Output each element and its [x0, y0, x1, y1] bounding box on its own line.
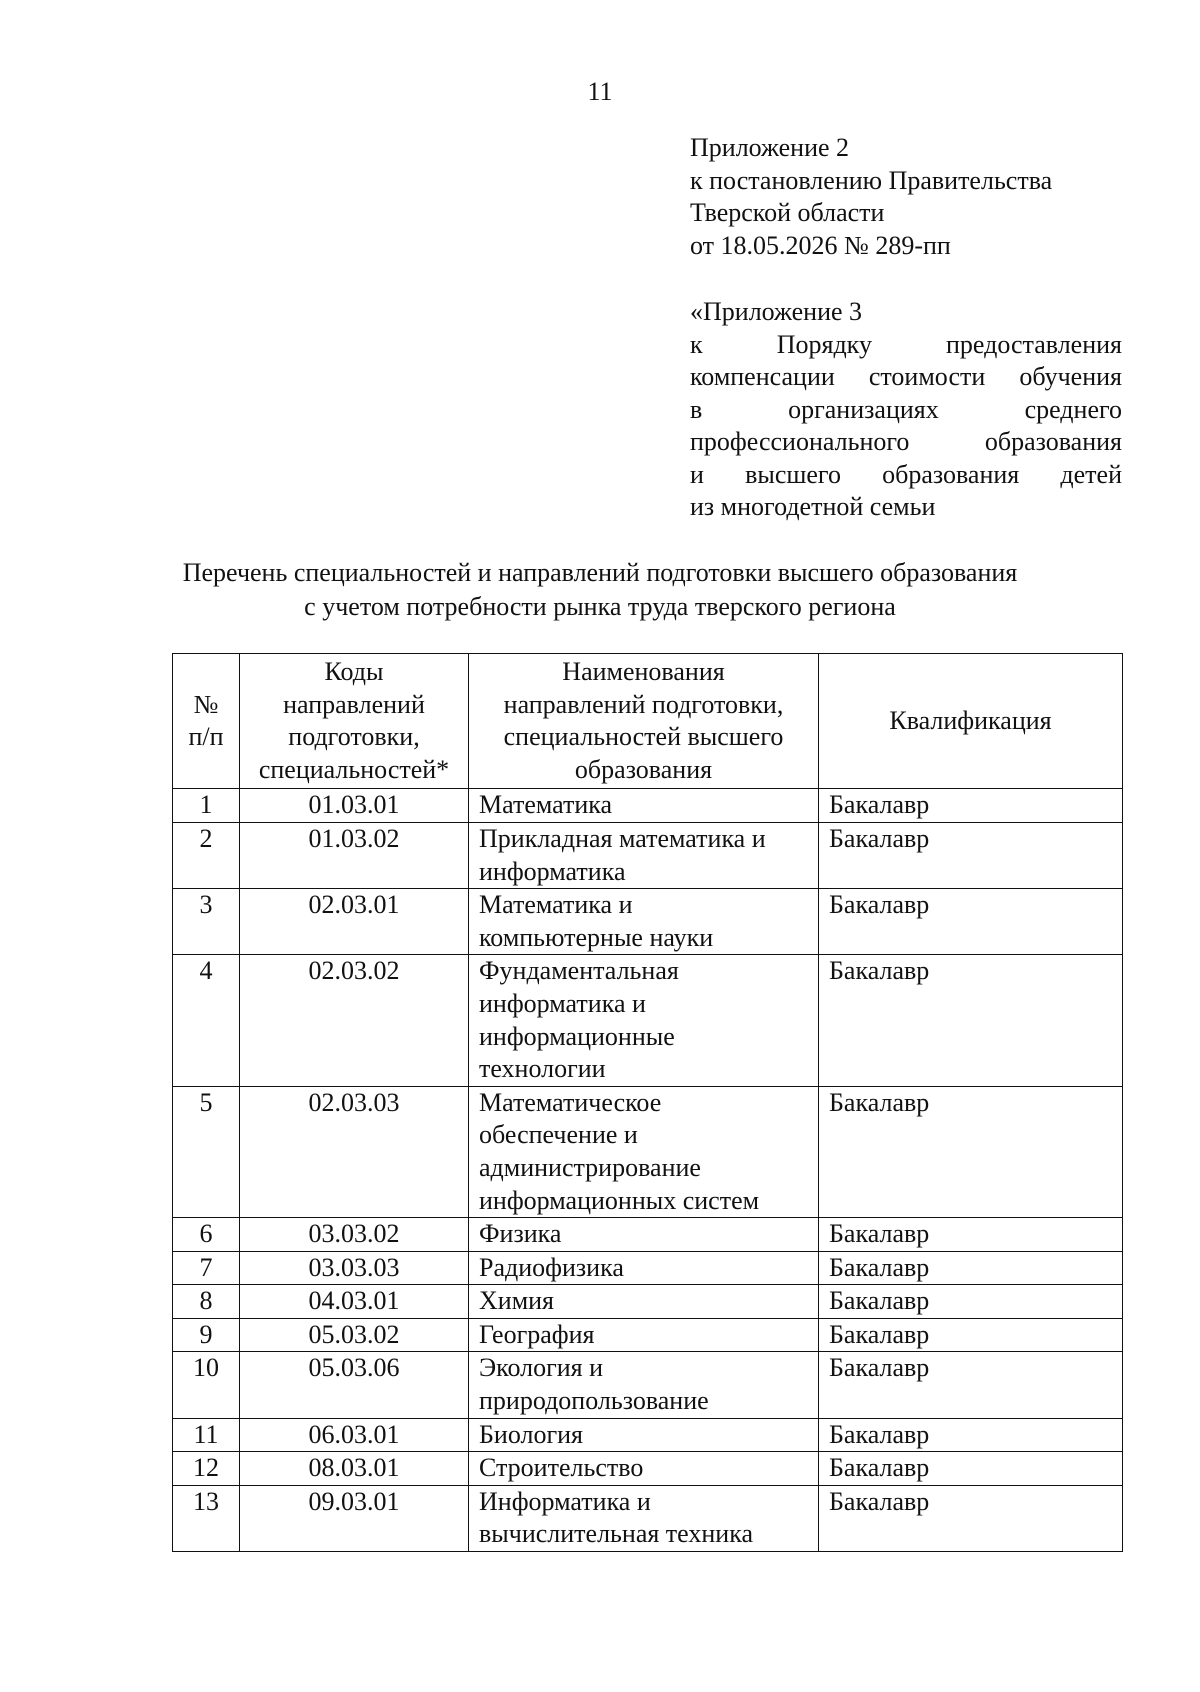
- row-number-cell: 6: [173, 1218, 240, 1252]
- row-qualification-cell: Бакалавр: [819, 1352, 1123, 1418]
- row-code-cell: 02.03.02: [240, 955, 469, 1086]
- row-name-cell: [469, 1218, 819, 1252]
- header-line: направлений подготовки,: [503, 689, 784, 719]
- row-qualification-cell: Бакалавр: [819, 1285, 1123, 1319]
- row-name-line: Биология: [479, 1419, 584, 1449]
- row-number-cell: 3: [173, 889, 240, 955]
- table-row: [173, 1418, 1123, 1452]
- appendix-3-line: профессионального образования: [690, 427, 1122, 456]
- row-name-line: Экология и: [479, 1353, 604, 1383]
- row-number-cell: 1: [173, 789, 240, 823]
- table-row: [173, 889, 1123, 955]
- appendix-3-block: [690, 296, 1122, 524]
- row-name-line: Фундаментальная: [479, 956, 679, 986]
- row-code-cell: 03.03.03: [240, 1251, 469, 1285]
- appendix-2-line: к постановлению Правительства: [690, 165, 1053, 195]
- document-title-line: Перечень специальностей и направлений подготовки высшего образования: [182, 558, 1018, 587]
- row-code-cell: 02.03.03: [240, 1086, 469, 1217]
- row-number-cell: 13: [173, 1485, 240, 1551]
- row-qualification-cell: Бакалавр: [819, 1318, 1123, 1352]
- row-name-line: Математика: [479, 790, 613, 820]
- row-name-line: информатика и: [479, 988, 646, 1018]
- table-row: [173, 789, 1123, 823]
- row-number-cell: 9: [173, 1318, 240, 1352]
- row-code-cell: 08.03.01: [240, 1452, 469, 1486]
- header-line: №: [193, 689, 219, 719]
- row-qualification-cell: Бакалавр: [819, 1485, 1123, 1551]
- appendix-2-line: от 18.05.2026 № 289-пп: [690, 230, 951, 260]
- table-row: [173, 1218, 1123, 1252]
- row-name-line: Радиофизика: [479, 1252, 624, 1282]
- appendix-3-line: в организациях среднего: [690, 394, 1122, 424]
- row-name-line: информационных систем: [479, 1185, 760, 1215]
- row-name-cell: [469, 1418, 819, 1452]
- header-name: [469, 654, 819, 789]
- row-name-line: Информатика и: [479, 1486, 651, 1516]
- row-name-cell: [469, 1452, 819, 1486]
- document-title-line: с учетом потребности рынка труда тверского региона: [304, 592, 896, 621]
- row-name-line: Прикладная математика и: [479, 823, 766, 853]
- table-row: [173, 1485, 1123, 1551]
- row-qualification-cell: Бакалавр: [819, 1218, 1123, 1252]
- header-line: п/п: [188, 722, 224, 752]
- table-row: [173, 1285, 1123, 1319]
- row-name-line: вычислительная техника: [479, 1519, 753, 1549]
- row-qualification-cell: Бакалавр: [819, 889, 1123, 955]
- row-name-cell: [469, 1352, 819, 1418]
- document-title: [0, 556, 1200, 624]
- specialties-table: [172, 653, 1123, 1552]
- header-line: Квалификация: [889, 705, 1052, 735]
- row-code-cell: 04.03.01: [240, 1285, 469, 1319]
- row-code-cell: 01.03.02: [240, 822, 469, 888]
- row-name-line: технологии: [479, 1054, 606, 1084]
- row-qualification-cell: Бакалавр: [819, 1452, 1123, 1486]
- row-qualification-cell: Бакалавр: [819, 955, 1123, 1086]
- header-num: [173, 654, 240, 789]
- row-name-line: Математика и: [479, 890, 633, 920]
- row-name-line: Химия: [479, 1286, 555, 1316]
- row-name-line: информатика: [479, 856, 626, 886]
- row-qualification-cell: Бакалавр: [819, 789, 1123, 823]
- row-code-cell: 01.03.01: [240, 789, 469, 823]
- row-name-cell: [469, 1251, 819, 1285]
- row-name-cell: [469, 1285, 819, 1319]
- table-row: [173, 1318, 1123, 1352]
- row-name-line: Физика: [479, 1219, 562, 1249]
- row-name-line: Математическое: [479, 1087, 662, 1117]
- row-code-cell: 06.03.01: [240, 1418, 469, 1452]
- row-name-line: Строительство: [479, 1453, 644, 1483]
- row-number-cell: 2: [173, 822, 240, 888]
- header-line: образования: [574, 754, 713, 784]
- appendix-3-line: к Порядку предоставления: [690, 329, 1122, 359]
- table-row: [173, 1251, 1123, 1285]
- row-qualification-cell: Бакалавр: [819, 1418, 1123, 1452]
- header-line: подготовки,: [288, 722, 420, 752]
- appendix-3-line: «Приложение 3: [690, 297, 863, 326]
- header-code: [240, 654, 469, 789]
- row-code-cell: 02.03.01: [240, 889, 469, 955]
- header-line: Наименования: [562, 657, 725, 686]
- row-qualification-cell: Бакалавр: [819, 1086, 1123, 1217]
- row-name-line: информационные: [479, 1021, 675, 1051]
- header-line: специальностей высшего: [503, 722, 784, 752]
- appendix-3-line: и высшего образования детей: [690, 459, 1122, 489]
- row-number-cell: 4: [173, 955, 240, 1086]
- table-row: [173, 1452, 1123, 1486]
- appendix-2-block: [690, 132, 1122, 262]
- row-name-line: администрирование: [479, 1152, 701, 1182]
- row-number-cell: 7: [173, 1251, 240, 1285]
- row-name-cell: [469, 1485, 819, 1551]
- row-name-line: природопользование: [479, 1386, 709, 1416]
- row-number-cell: 11: [173, 1418, 240, 1452]
- header-qualification: [819, 654, 1123, 789]
- appendix-3-line: из многодетной семьи: [690, 492, 936, 521]
- row-code-cell: 03.03.02: [240, 1218, 469, 1252]
- table-header-row: [173, 654, 1123, 789]
- header-line: направлений: [283, 689, 425, 719]
- row-code-cell: 09.03.01: [240, 1485, 469, 1551]
- row-name-cell: [469, 1318, 819, 1352]
- appendix-2-line: Приложение 2: [690, 133, 850, 162]
- table-body: [173, 789, 1123, 1552]
- row-qualification-cell: Бакалавр: [819, 1251, 1123, 1285]
- table-row: [173, 955, 1123, 1086]
- row-name-line: География: [479, 1319, 595, 1349]
- row-name-cell: [469, 822, 819, 888]
- row-name-cell: [469, 955, 819, 1086]
- row-code-cell: 05.03.02: [240, 1318, 469, 1352]
- table-row: [173, 822, 1123, 888]
- row-name-cell: [469, 789, 819, 823]
- row-number-cell: 10: [173, 1352, 240, 1418]
- row-qualification-cell: Бакалавр: [819, 822, 1123, 888]
- row-number-cell: 5: [173, 1086, 240, 1217]
- row-code-cell: 05.03.06: [240, 1352, 469, 1418]
- row-name-line: обеспечение и: [479, 1120, 638, 1150]
- header-line: специальностей*: [258, 754, 450, 784]
- row-name-cell: [469, 1086, 819, 1217]
- row-name-cell: [469, 889, 819, 955]
- row-number-cell: 8: [173, 1285, 240, 1319]
- row-number-cell: 12: [173, 1452, 240, 1486]
- row-name-line: компьютерные науки: [479, 922, 714, 952]
- page-number: 11: [587, 77, 613, 106]
- appendix-2-line: Тверской области: [690, 198, 885, 227]
- appendix-3-line: компенсации стоимости обучения: [690, 362, 1122, 391]
- table-row: [173, 1352, 1123, 1418]
- header-line: Коды: [324, 657, 384, 686]
- table-row: [173, 1086, 1123, 1217]
